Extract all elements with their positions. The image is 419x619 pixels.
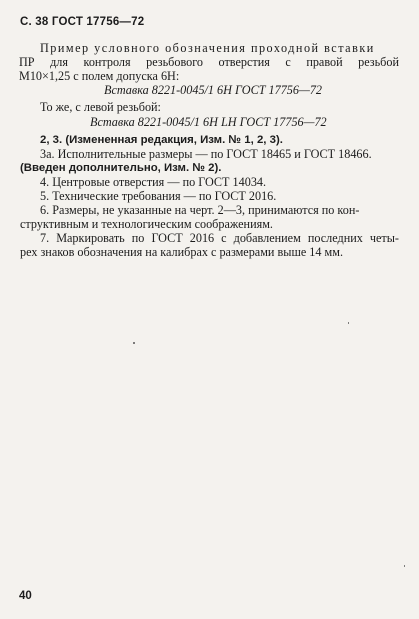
example-line-3: М10×1,25 с полем допуска 6Н: xyxy=(19,69,180,83)
item-4: 4. Центровые отверстия — по ГОСТ 14034. xyxy=(40,175,267,189)
item-5: 5. Технические требования — по ГОСТ 2016. xyxy=(40,189,277,203)
designation-right-thread: Вставка 8221-0045/1 6Н ГОСТ 17756—72 xyxy=(104,83,323,97)
item-6-line-2: структивным и технологическим соображениям. xyxy=(20,217,273,231)
item-3a: 3а. Исполнительные размеры — по ГОСТ 18465 и ГОСТ 18466. xyxy=(40,147,372,161)
left-thread-intro: То же, с левой резьбой: xyxy=(40,100,161,114)
item-7-line-1: 7. Маркировать по ГОСТ 2016 с добавлением последних четы- xyxy=(40,231,399,245)
item-7-line-2: рех знаков обозначения на калибрах с размерами выше 14 мм. xyxy=(20,245,343,259)
example-line-2: ПР для контроля резьбового отверстия с правой резьбой xyxy=(19,55,399,69)
scan-speck xyxy=(133,342,135,344)
amendment-note-2-3: 2, 3. (Измененная редакция, Изм. № 1, 2, 3). xyxy=(40,134,283,146)
example-intro-line: Пример условного обозначения проходной вставки xyxy=(40,41,375,55)
scan-speck xyxy=(348,322,349,324)
item-6-line-1: 6. Размеры, не указанные на черт. 2—3, принимаются по кон- xyxy=(40,203,360,217)
page-number: 40 xyxy=(19,590,32,602)
designation-left-thread: Вставка 8221-0045/1 6Н LH ГОСТ 17756—72 xyxy=(90,115,327,129)
page-header: С. 38 ГОСТ 17756—72 xyxy=(20,16,145,28)
amendment-note-3a: (Введен дополнительно, Изм. № 2). xyxy=(20,162,222,174)
scan-speck xyxy=(404,565,405,567)
